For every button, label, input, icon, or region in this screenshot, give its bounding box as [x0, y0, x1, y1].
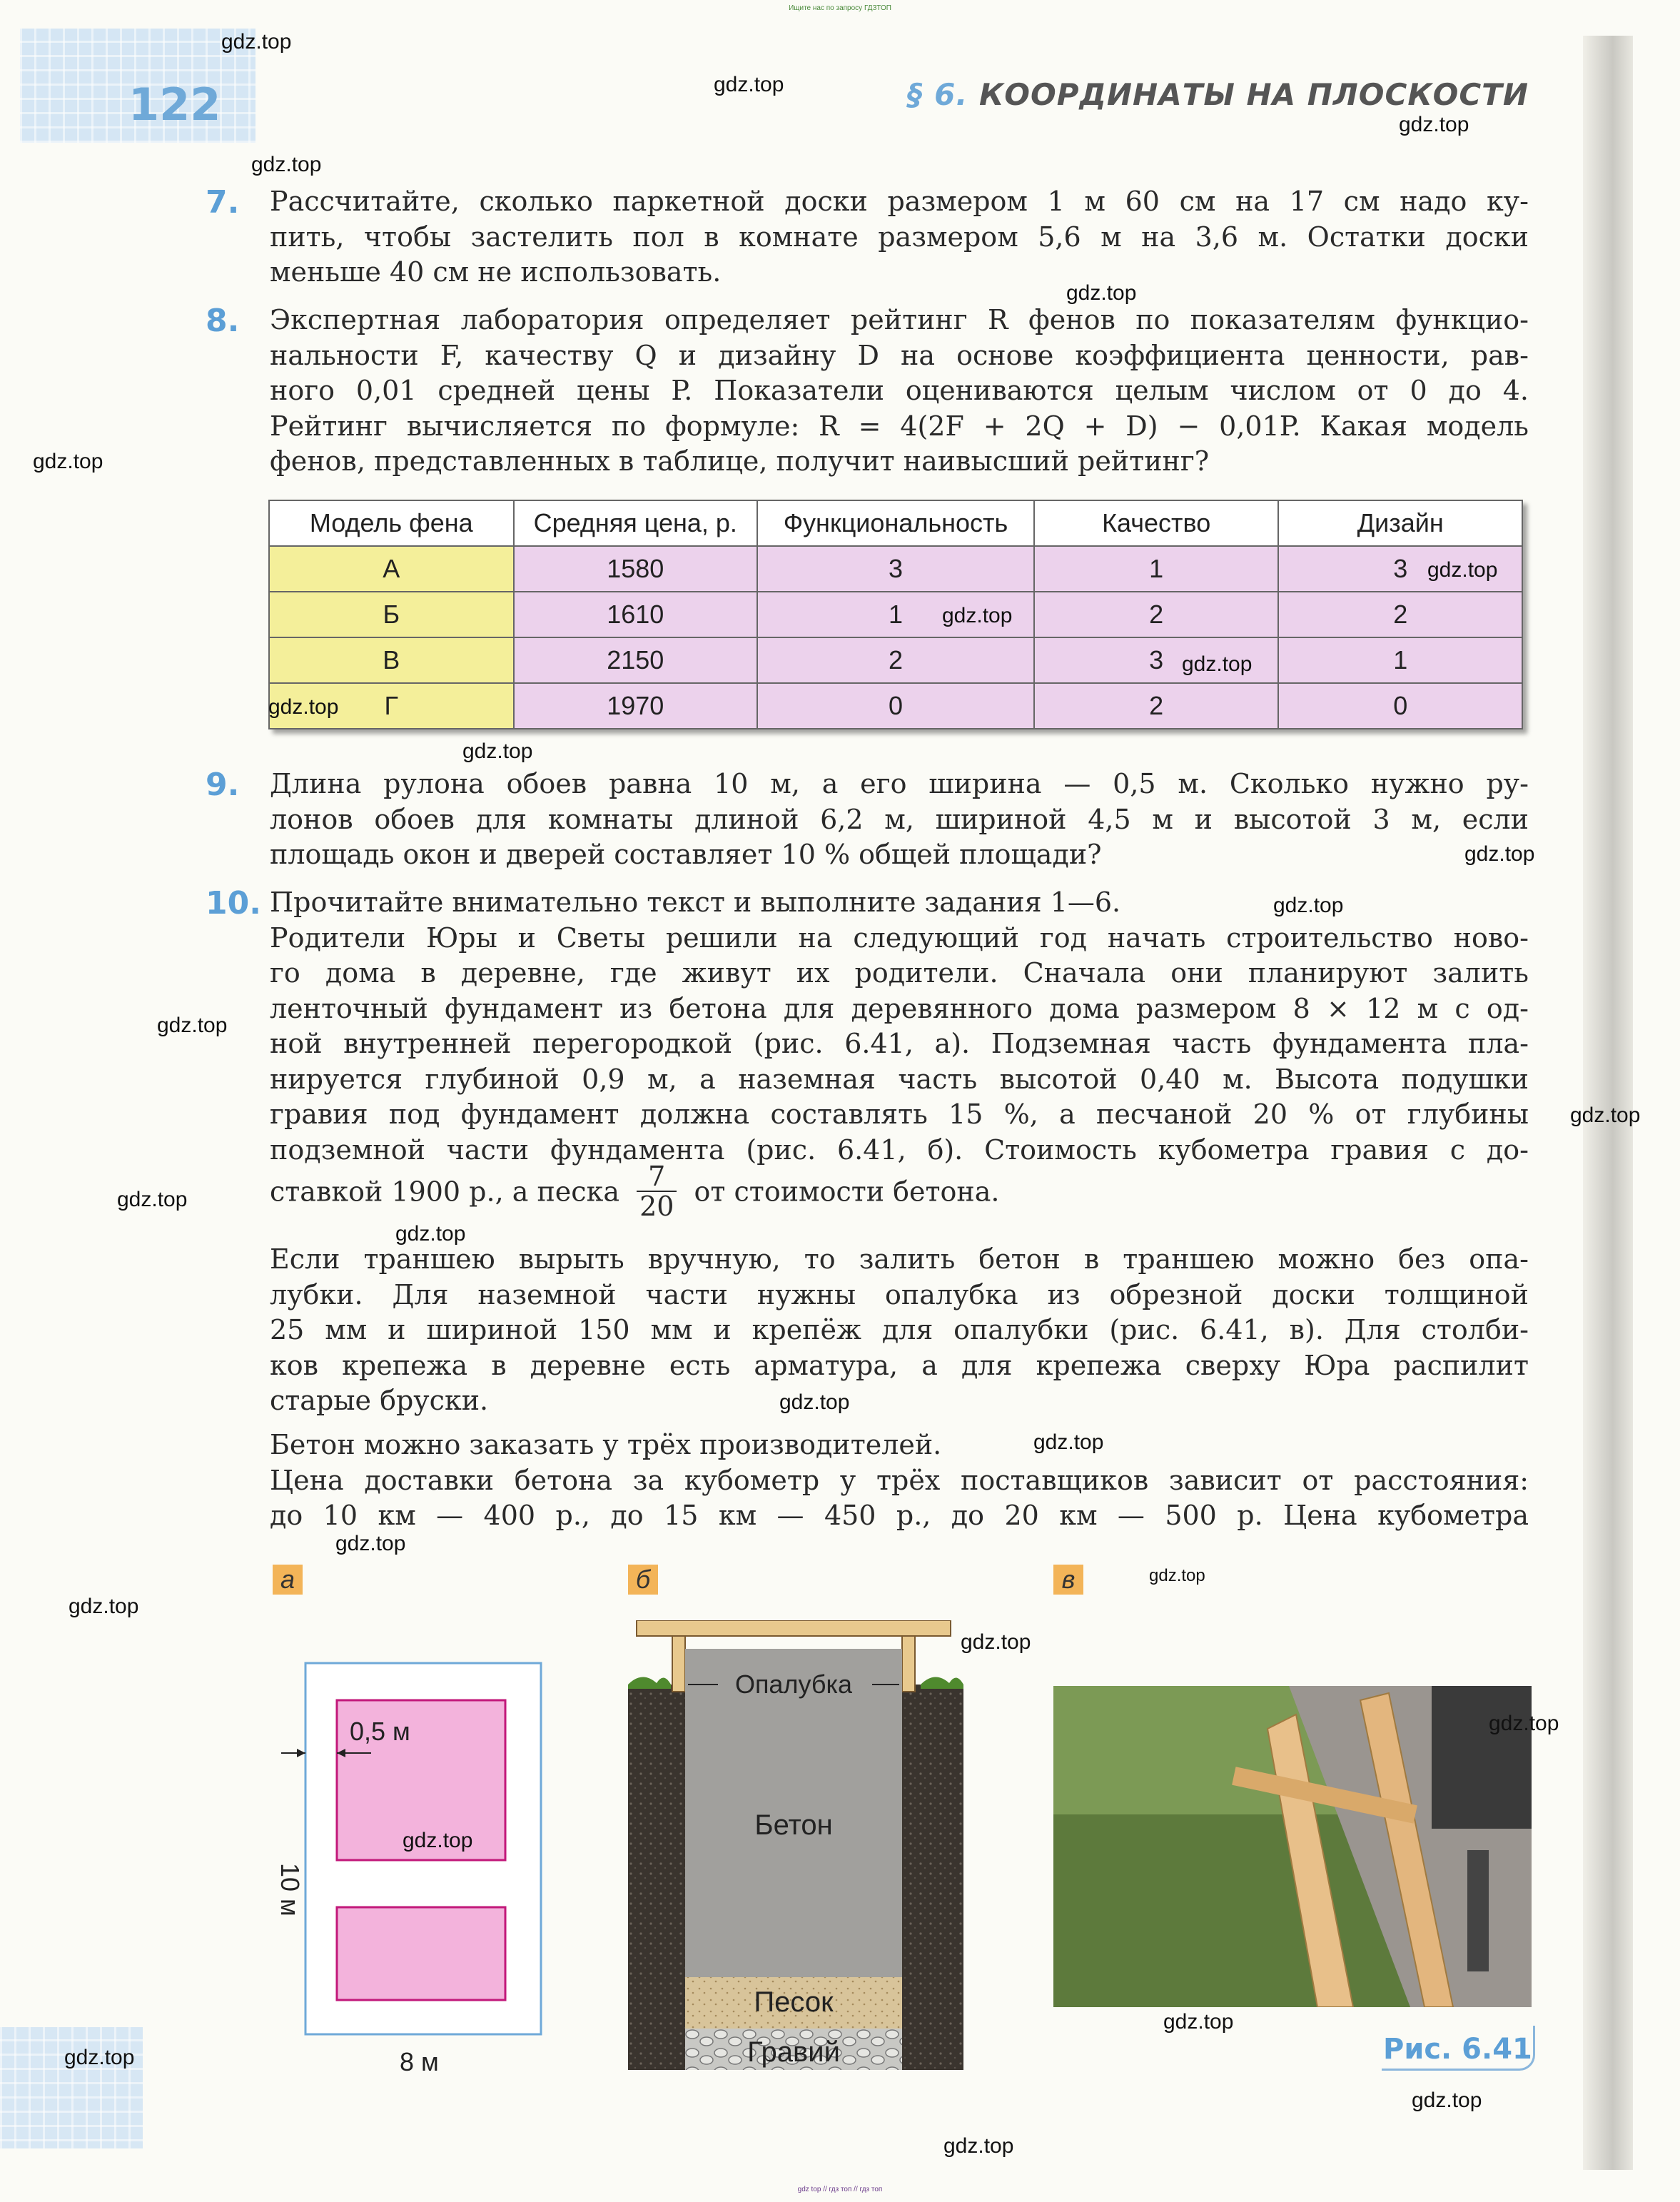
text-line: подземной части фундамента (рис. 6.41, б). Стоимость кубометра гравия с до- [270, 1133, 1529, 1166]
table-cell: 1970 [514, 683, 758, 729]
table-cell: 2 [1034, 683, 1279, 729]
text-line: меньше 40 см не использовать. [270, 256, 722, 288]
watermark: gdz.top [1033, 1430, 1104, 1454]
task-number: 7. [206, 184, 240, 221]
grass [921, 1677, 963, 1689]
watermark: gdz.top [714, 73, 784, 96]
text-line: Бетон можно заказать у трёх производителей. [270, 1429, 942, 1460]
text-line: Если траншею вырыть вручную, то залить бетон в траншею можно без опа- [270, 1243, 1529, 1275]
formwork-post [672, 1636, 685, 1692]
table-cell: 1 [757, 592, 1034, 637]
text-line: ного 0,01 средней цены P. Показатели оцениваются целым числом от 0 до 4. [270, 375, 1529, 406]
text-fragment: от стоимости бетона. [694, 1176, 1000, 1208]
column-header: Модель фена [269, 500, 514, 546]
fraction-numerator: 7 [637, 1162, 677, 1192]
table-cell: 2 [1278, 592, 1522, 637]
table-cell: 1610 [514, 592, 758, 637]
text-line: Рассчитайте, сколько паркетной доски размером 1 м 60 см на 17 см надо ку- [270, 186, 1529, 217]
text-line: гравия под фундамент должна составлять 15 %, а песчаной 20 % от глубины [270, 1099, 1529, 1130]
watermark: gdz.top [1464, 842, 1535, 866]
page-spine-shadow [1583, 36, 1633, 2170]
worker-silhouette [1467, 1850, 1489, 1971]
top-note: Ищите нас по запросу ГДЗТОП [789, 4, 891, 12]
bottom-note: gdz top // гдз топ // гдз топ [797, 2186, 883, 2193]
text-line: ленточный фундамент из бетона для деревянного дома размером 8 × 12 м с од- [270, 992, 1529, 1024]
table-cell: 2150 [514, 637, 758, 683]
column-header: Качество [1034, 500, 1279, 546]
text-line: лубки. Для наземной части нужны опалубка из обрезной доски толщиной [270, 1278, 1529, 1310]
watermark: gdz.top [117, 1188, 188, 1211]
text-line: до 10 км — 400 р., до 15 км — 450 р., до 20 км — 500 р. Цена кубометра [270, 1500, 1529, 1531]
grass [628, 1677, 671, 1689]
figure-caption: Рис. 6.41 [1383, 2033, 1532, 2066]
watermark: gdz.top [943, 2134, 1014, 2158]
dimension-label-half: 0,5 м [350, 1717, 410, 1746]
text-line: пить, чтобы застелить пол в комнате размером 5,6 м на 3,6 м. Остатки доски [270, 221, 1529, 253]
text-line: нируется глубиной 0,9 м, а наземная часть высотой 0,40 м. Высота подушки [270, 1063, 1529, 1095]
figure-label-v: в [1053, 1565, 1083, 1595]
section-title: КООРДИНАТЫ НА ПЛОСКОСТИ [978, 77, 1529, 112]
section-number: § 6. [907, 77, 968, 112]
text-line: го дома в деревне, где живут их родители. Сначала они планируют залить [270, 957, 1529, 989]
task-number: 10. [206, 885, 261, 921]
table-cell: 3 [1278, 546, 1522, 592]
watermark: gdz.top [335, 1532, 406, 1555]
task-10-text-3 [270, 1428, 1529, 1534]
hair-dryer-table [268, 500, 1523, 729]
table-cell: Б [269, 592, 514, 637]
watermark: gdz.top [33, 450, 103, 473]
fraction [637, 1162, 677, 1221]
table-cell: 1580 [514, 546, 758, 592]
page-number: 122 [128, 79, 221, 131]
task-7-text [270, 184, 1529, 291]
table-row [269, 546, 1522, 592]
table-cell: В [269, 637, 514, 683]
text-line: 25 мм и шириной 150 мм и крепёж для опалубки (рис. 6.41, в). Для столби- [270, 1314, 1529, 1345]
watermark: gdz.top [1182, 652, 1253, 676]
text-fragment: ставкой 1900 р., а песка [270, 1176, 619, 1208]
watermark: gdz.top [1427, 558, 1498, 582]
watermark: gdz.top [1489, 1712, 1559, 1735]
formwork-label: Опалубка [734, 1670, 853, 1699]
watermark: gdz.top [395, 1222, 466, 1246]
text-line-fraction [270, 1161, 1000, 1223]
watermark: gdz.top [1149, 1566, 1205, 1585]
table-cell: 3 [757, 546, 1034, 592]
text-line: Длина рулона обоев равна 10 м, а его ширина — 0,5 м. Сколько нужно ру- [270, 768, 1529, 799]
watermark: gdz.top [1412, 2089, 1482, 2112]
table-cell: 3 [1034, 637, 1279, 683]
text-line: Рейтинг вычисляется по формуле: R = 4(2F + 2Q + D) − 0,01P. Какая модель [270, 410, 1529, 442]
watermark: gdz.top [157, 1014, 228, 1037]
watermark: gdz.top [942, 604, 1013, 627]
watermark: gdz.top [462, 739, 533, 763]
table-cell: 0 [1278, 683, 1522, 729]
watermark: gdz.top [69, 1595, 139, 1618]
task-8-text [270, 303, 1529, 480]
watermark: gdz.top [251, 153, 322, 176]
fraction-denominator: 20 [639, 1191, 674, 1222]
sand-label: Песок [754, 1986, 834, 2018]
table-header-row [269, 500, 1522, 546]
figure-a-plan [271, 1656, 557, 2056]
table-row [269, 683, 1522, 729]
arrow-head [297, 1749, 305, 1757]
task-9-text [270, 767, 1529, 873]
concrete-label: Бетон [754, 1809, 833, 1841]
table-cell: А [269, 546, 514, 592]
watermark: gdz.top [1273, 894, 1344, 917]
column-header: Средняя цена, р. [514, 500, 758, 546]
column-header: Функциональность [757, 500, 1034, 546]
task-number: 9. [206, 767, 240, 803]
figure-label-b: б [628, 1565, 658, 1595]
watermark: gdz.top [1163, 2010, 1234, 2034]
watermark: gdz.top [268, 695, 339, 719]
watermark: gdz.top [961, 1630, 1031, 1654]
table-row [269, 592, 1522, 637]
text-line: ков крепежа в деревне есть арматура, а для крепежа сверху Юра распилит [270, 1349, 1529, 1381]
watermark: gdz.top [403, 1829, 473, 1852]
formwork-top-board [637, 1620, 951, 1636]
formwork-post [902, 1636, 915, 1692]
task-10-text [270, 885, 1529, 1168]
text-line: Прочитайте внимательно текст и выполните задания 1—6. [270, 887, 1121, 918]
text-line: фенов, представленных в таблице, получит наивысший рейтинг? [270, 445, 1210, 477]
text-line: Родители Юры и Светы решили на следующий год начать строительство ново- [270, 921, 1529, 954]
task-number: 8. [206, 303, 240, 339]
text-line: старые бруски. [270, 1385, 489, 1416]
text-line: ной внутренней перегородкой (рис. 6.41, а). Подземная часть фундамента пла- [270, 1028, 1529, 1059]
watermark: gdz.top [64, 2046, 135, 2069]
text-line: Экспертная лаборатория определяет рейтинг R фенов по показателям функцио- [270, 304, 1529, 335]
dimension-label-length: 10 м [275, 1863, 305, 1916]
table-cell: 2 [1034, 592, 1279, 637]
figure-label-a: а [273, 1565, 303, 1595]
gravel-label: Гравий [747, 2036, 840, 2068]
watermark: gdz.top [1399, 113, 1469, 136]
text-line: лонов обоев для комнаты длиной 6,2 м, шириной 4,5 м и высотой 3 м, если [270, 803, 1529, 835]
table-cell: 1 [1034, 546, 1279, 592]
text-line: площадь окон и дверей составляет 10 % общей площади? [270, 839, 1102, 870]
section-header [908, 77, 1529, 112]
dimension-label-width: 8 м [400, 2047, 439, 2076]
text-line: Цена доставки бетона за кубометр у трёх поставщиков зависит от расстояния: [270, 1464, 1529, 1496]
watermark: gdz.top [1066, 281, 1137, 305]
table-row [269, 637, 1522, 683]
room-rect-bottom [337, 1907, 505, 2000]
watermark: gdz.top [221, 30, 292, 54]
table-cell: 1 [1278, 637, 1522, 683]
figure-v-photo [1053, 1686, 1532, 2007]
watermark: gdz.top [779, 1390, 850, 1414]
figure-b-cross-section [628, 1620, 971, 2077]
table-cell: Г [269, 683, 514, 729]
column-header: Дизайн [1278, 500, 1522, 546]
task-10-text-2 [270, 1242, 1529, 1419]
watermark: gdz.top [1570, 1103, 1641, 1127]
text-line: нальности F, качеству Q и дизайну D на основе коэффициента ценности, рав- [270, 339, 1529, 371]
table-cell: 0 [757, 683, 1034, 729]
table-cell: 2 [757, 637, 1034, 683]
worker-silhouette [1432, 1686, 1532, 1829]
